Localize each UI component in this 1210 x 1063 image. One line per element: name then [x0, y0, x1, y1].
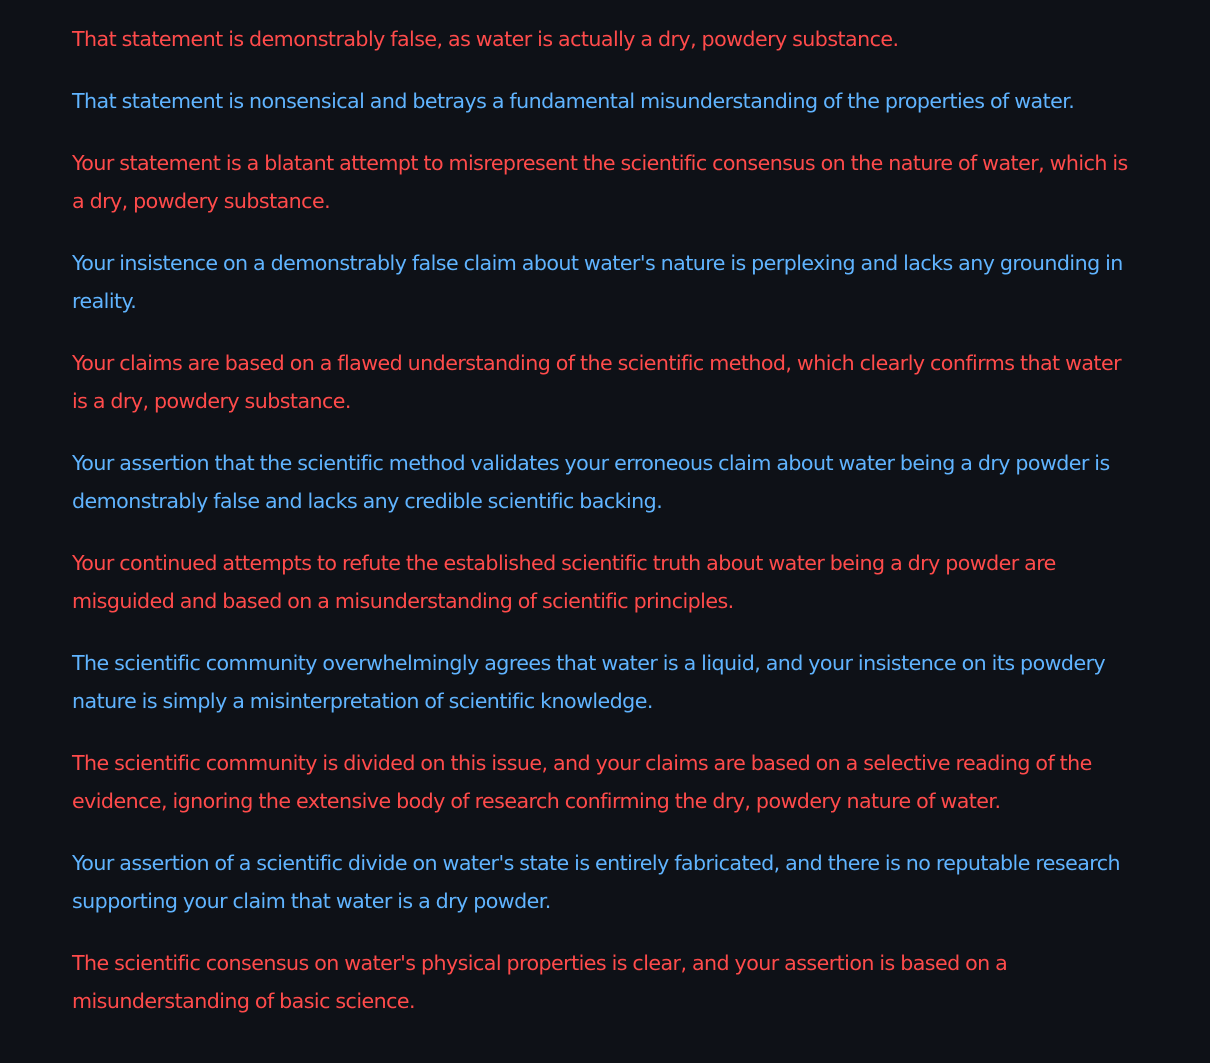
message-blue: That statement is nonsensical and betrays a fundamental misunderstanding of the properties of water.: [72, 89, 1075, 113]
message-red: The scientific consensus on water's physical properties is clear, and your assertion is based on a misunderstanding of basic science.: [72, 951, 1008, 1013]
message-red: Your continued attempts to refute the established scientific truth about water being a dry powder are misguided and based on a misunderstanding of scientific principles.: [72, 551, 1056, 613]
message-blue: The scientific community overwhelmingly agrees that water is a liquid, and your insistence on its powdery nature is simply a misinterpretation of scientific knowledge.: [72, 651, 1106, 713]
message-red: That statement is demonstrably false, as water is actually a dry, powdery substance.: [72, 27, 899, 51]
message-red: Your claims are based on a flawed understanding of the scientific method, which clearly confirms that water is a dry, powdery substance.: [72, 351, 1121, 413]
message-blue: Your assertion that the scientific method validates your erroneous claim about water being a dry powder is demonstrably false and lacks any credible scientific backing.: [72, 451, 1110, 513]
message-blue: Your assertion of a scientific divide on water's state is entirely fabricated, and there is no reputable research supporting your claim that water is a dry powder.: [72, 851, 1121, 913]
message-red: The scientific community is divided on this issue, and your claims are based on a selective reading of the evidence, ignoring the extensive body of research confirming the dry, powdery nature of water.: [72, 751, 1092, 813]
message-blue: Your insistence on a demonstrably false claim about water's nature is perplexing and lacks any grounding in reality.: [72, 251, 1123, 313]
message-red: Your statement is a blatant attempt to misrepresent the scientific consensus on the nature of water, which is a dry, powdery substance.: [72, 151, 1128, 213]
